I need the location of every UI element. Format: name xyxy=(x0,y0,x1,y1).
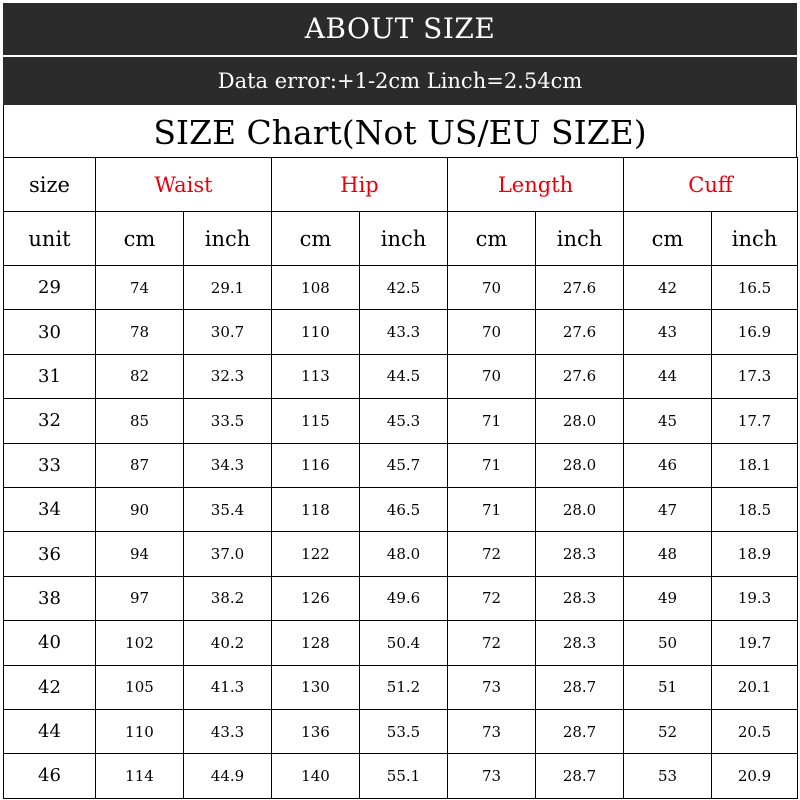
table-row xyxy=(4,621,798,665)
value-cell: 20.5 xyxy=(712,709,798,753)
value-cell: 45 xyxy=(624,399,712,443)
value-cell: 18.9 xyxy=(712,532,798,576)
size-cell: 32 xyxy=(4,399,96,443)
value-cell: 74 xyxy=(96,266,184,310)
unit-cell: inch xyxy=(536,212,624,266)
value-cell: 28.7 xyxy=(536,665,624,709)
value-cell: 40.2 xyxy=(184,621,272,665)
size-table xyxy=(3,157,798,799)
value-cell: 72 xyxy=(448,532,536,576)
value-cell: 105 xyxy=(96,665,184,709)
value-cell: 28.3 xyxy=(536,576,624,620)
table-row xyxy=(4,754,798,798)
value-cell: 51.2 xyxy=(360,665,448,709)
value-cell: 44.5 xyxy=(360,354,448,398)
size-cell: 31 xyxy=(4,354,96,398)
unit-cell: cm xyxy=(96,212,184,266)
unit-cell: cm xyxy=(448,212,536,266)
value-cell: 52 xyxy=(624,709,712,753)
value-cell: 34.3 xyxy=(184,443,272,487)
table-row xyxy=(4,354,798,398)
value-cell: 43 xyxy=(624,310,712,354)
value-cell: 48.0 xyxy=(360,532,448,576)
value-cell: 46 xyxy=(624,443,712,487)
cuff-header: Cuff xyxy=(624,158,798,212)
value-cell: 70 xyxy=(448,266,536,310)
value-cell: 71 xyxy=(448,487,536,531)
value-cell: 44.9 xyxy=(184,754,272,798)
value-cell: 50 xyxy=(624,621,712,665)
value-cell: 72 xyxy=(448,621,536,665)
table-row xyxy=(4,266,798,310)
value-cell: 118 xyxy=(272,487,360,531)
value-cell: 28.0 xyxy=(536,487,624,531)
size-cell: 44 xyxy=(4,709,96,753)
value-cell: 27.6 xyxy=(536,354,624,398)
about-size-banner: ABOUT SIZE xyxy=(3,3,797,55)
header-row-units xyxy=(4,212,798,266)
value-cell: 16.9 xyxy=(712,310,798,354)
value-cell: 136 xyxy=(272,709,360,753)
value-cell: 87 xyxy=(96,443,184,487)
value-cell: 42.5 xyxy=(360,266,448,310)
value-cell: 53 xyxy=(624,754,712,798)
value-cell: 126 xyxy=(272,576,360,620)
table-row xyxy=(4,532,798,576)
table-row xyxy=(4,709,798,753)
value-cell: 17.3 xyxy=(712,354,798,398)
value-cell: 97 xyxy=(96,576,184,620)
value-cell: 116 xyxy=(272,443,360,487)
value-cell: 49.6 xyxy=(360,576,448,620)
hip-header: Hip xyxy=(272,158,448,212)
value-cell: 28.0 xyxy=(536,399,624,443)
unit-cell: inch xyxy=(712,212,798,266)
value-cell: 82 xyxy=(96,354,184,398)
value-cell: 108 xyxy=(272,266,360,310)
value-cell: 122 xyxy=(272,532,360,576)
value-cell: 19.3 xyxy=(712,576,798,620)
value-cell: 28.7 xyxy=(536,754,624,798)
value-cell: 128 xyxy=(272,621,360,665)
value-cell: 85 xyxy=(96,399,184,443)
value-cell: 38.2 xyxy=(184,576,272,620)
table-row xyxy=(4,310,798,354)
value-cell: 45.3 xyxy=(360,399,448,443)
value-cell: 28.3 xyxy=(536,621,624,665)
waist-header: Waist xyxy=(96,158,272,212)
value-cell: 46.5 xyxy=(360,487,448,531)
value-cell: 115 xyxy=(272,399,360,443)
value-cell: 55.1 xyxy=(360,754,448,798)
size-cell: 42 xyxy=(4,665,96,709)
value-cell: 73 xyxy=(448,754,536,798)
value-cell: 94 xyxy=(96,532,184,576)
value-cell: 49 xyxy=(624,576,712,620)
size-cell: 33 xyxy=(4,443,96,487)
value-cell: 41.3 xyxy=(184,665,272,709)
value-cell: 43.3 xyxy=(184,709,272,753)
value-cell: 70 xyxy=(448,354,536,398)
value-cell: 27.6 xyxy=(536,266,624,310)
size-cell: 36 xyxy=(4,532,96,576)
value-cell: 28.3 xyxy=(536,532,624,576)
chart-title: SIZE Chart(Not US/EU SIZE) xyxy=(3,105,797,157)
value-cell: 28.7 xyxy=(536,709,624,753)
size-cell: 38 xyxy=(4,576,96,620)
value-cell: 113 xyxy=(272,354,360,398)
value-cell: 17.7 xyxy=(712,399,798,443)
value-cell: 32.3 xyxy=(184,354,272,398)
unit-cell: inch xyxy=(184,212,272,266)
value-cell: 43.3 xyxy=(360,310,448,354)
value-cell: 130 xyxy=(272,665,360,709)
value-cell: 71 xyxy=(448,399,536,443)
unit-cell: cm xyxy=(624,212,712,266)
value-cell: 28.0 xyxy=(536,443,624,487)
table-row xyxy=(4,576,798,620)
size-cell: 30 xyxy=(4,310,96,354)
value-cell: 47 xyxy=(624,487,712,531)
value-cell: 72 xyxy=(448,576,536,620)
value-cell: 53.5 xyxy=(360,709,448,753)
value-cell: 29.1 xyxy=(184,266,272,310)
value-cell: 90 xyxy=(96,487,184,531)
value-cell: 20.9 xyxy=(712,754,798,798)
value-cell: 16.5 xyxy=(712,266,798,310)
value-cell: 48 xyxy=(624,532,712,576)
value-cell: 73 xyxy=(448,665,536,709)
size-header: size xyxy=(4,158,96,212)
value-cell: 18.1 xyxy=(712,443,798,487)
value-cell: 20.1 xyxy=(712,665,798,709)
size-cell: 34 xyxy=(4,487,96,531)
value-cell: 42 xyxy=(624,266,712,310)
value-cell: 102 xyxy=(96,621,184,665)
value-cell: 140 xyxy=(272,754,360,798)
size-cell: 40 xyxy=(4,621,96,665)
value-cell: 110 xyxy=(96,709,184,753)
value-cell: 37.0 xyxy=(184,532,272,576)
table-row xyxy=(4,487,798,531)
value-cell: 44 xyxy=(624,354,712,398)
table-row xyxy=(4,665,798,709)
unit-header: unit xyxy=(4,212,96,266)
value-cell: 27.6 xyxy=(536,310,624,354)
value-cell: 19.7 xyxy=(712,621,798,665)
value-cell: 70 xyxy=(448,310,536,354)
value-cell: 18.5 xyxy=(712,487,798,531)
value-cell: 33.5 xyxy=(184,399,272,443)
header-row-groups xyxy=(4,158,798,212)
unit-cell: inch xyxy=(360,212,448,266)
table-row xyxy=(4,443,798,487)
value-cell: 78 xyxy=(96,310,184,354)
value-cell: 50.4 xyxy=(360,621,448,665)
value-cell: 51 xyxy=(624,665,712,709)
data-error-note: Data error:+1-2cm Linch=2.54cm xyxy=(3,57,797,105)
table-row xyxy=(4,399,798,443)
value-cell: 110 xyxy=(272,310,360,354)
size-cell: 29 xyxy=(4,266,96,310)
value-cell: 30.7 xyxy=(184,310,272,354)
value-cell: 45.7 xyxy=(360,443,448,487)
size-cell: 46 xyxy=(4,754,96,798)
value-cell: 114 xyxy=(96,754,184,798)
value-cell: 35.4 xyxy=(184,487,272,531)
value-cell: 71 xyxy=(448,443,536,487)
value-cell: 73 xyxy=(448,709,536,753)
length-header: Length xyxy=(448,158,624,212)
unit-cell: cm xyxy=(272,212,360,266)
